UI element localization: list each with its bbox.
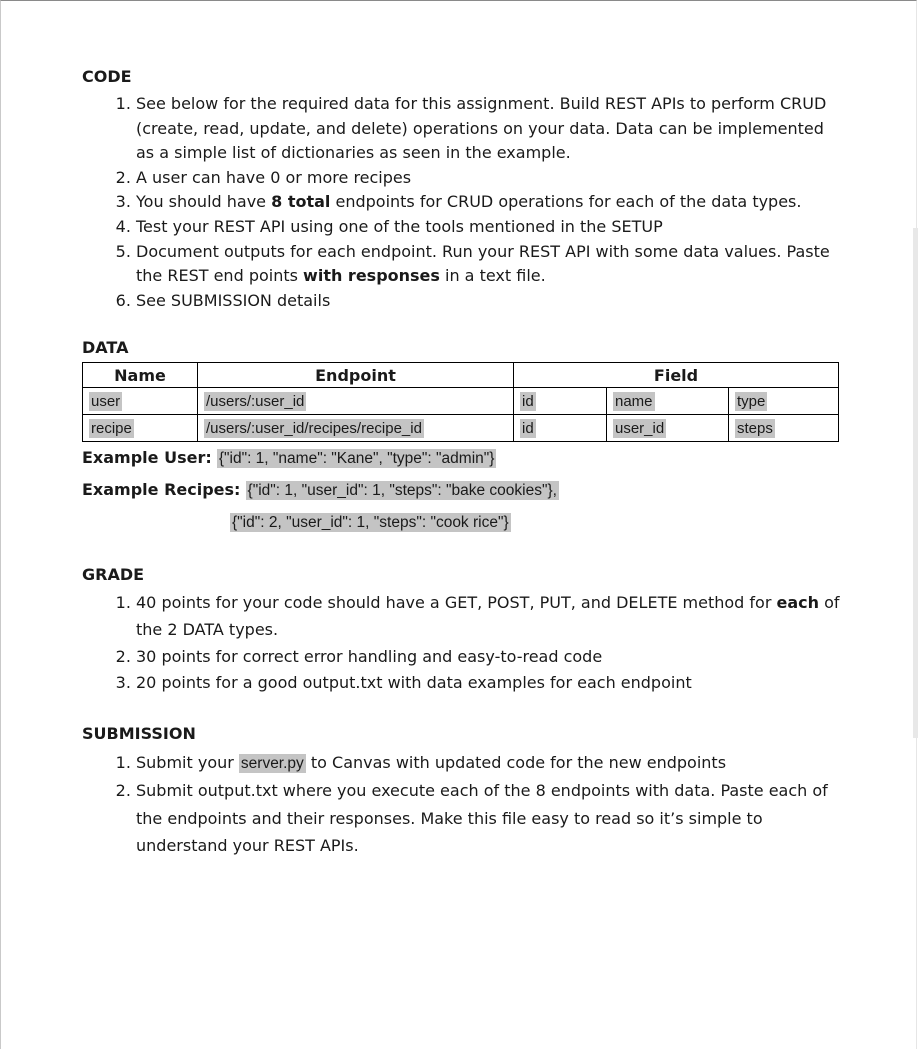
cell-field: id	[522, 419, 534, 437]
data-heading: DATA	[82, 338, 129, 358]
table-header-row	[83, 363, 839, 388]
list-item: 6. See SUBMISSION details	[136, 289, 842, 314]
column-header-field: Field	[514, 363, 839, 388]
cell-endpoint: /users/:user_id/recipes/recipe_id	[206, 419, 422, 437]
cell-field: name	[615, 392, 653, 410]
example-recipe-1: {"id": 1, "user_id": 1, "steps": "bake cookies"},	[247, 482, 557, 500]
list-item: 2. A user can have 0 or more recipes	[136, 166, 842, 191]
column-header-endpoint: Endpoint	[198, 363, 514, 388]
data-table	[82, 362, 839, 442]
list-item: 5. Document outputs for each endpoint. Run your REST API with some data values. Paste the REST end points with responses in a text file.	[136, 240, 842, 289]
document-body	[82, 66, 842, 860]
submission-heading: SUBMISSION	[82, 723, 196, 743]
example-user-value: {"id": 1, "name": "Kane", "type": "admin"}	[218, 450, 495, 468]
list-item: 1. See below for the required data for this assignment. Build REST APIs to perform CRUD (create, read, update, and delete) operations on your data. Data can be implemented as a simple list of dictionaries as seen in the example.	[136, 92, 842, 166]
cell-endpoint: /users/:user_id	[206, 392, 305, 410]
list-item: 3. 20 points for a good output.txt with data examples for each endpoint	[136, 670, 842, 697]
cell-field: type	[737, 392, 766, 410]
submission-list	[82, 749, 842, 860]
code-heading: CODE	[82, 67, 132, 86]
table-row	[83, 388, 839, 415]
example-recipes-continued	[82, 506, 842, 538]
server-file-name: server.py	[240, 754, 304, 772]
list-item: 1. Submit your server.py to Canvas with updated code for the new endpoints	[136, 749, 842, 778]
example-recipes	[82, 474, 842, 506]
list-item: 1. 40 points for your code should have a GET, POST, PUT, and DELETE method for each of the 2 DATA types.	[136, 590, 842, 643]
example-user	[82, 442, 842, 474]
code-list	[82, 92, 842, 313]
example-recipe-2: {"id": 2, "user_id": 1, "steps": "cook rice"}	[232, 514, 509, 532]
list-item: 2. Submit output.txt where you execute each of the 8 endpoints with data. Paste each of the endpoints and their responses. Make this file easy to read so it’s simple to understand your REST APIs.	[136, 777, 842, 860]
table-row	[83, 415, 839, 442]
cell-name: recipe	[91, 419, 132, 437]
list-item: 3. You should have 8 total endpoints for CRUD operations for each of the data types.	[136, 190, 842, 215]
example-user-label: Example User:	[82, 448, 212, 468]
example-recipes-label: Example Recipes:	[82, 480, 241, 500]
scroll-edge	[913, 228, 918, 738]
list-item: 2. 30 points for correct error handling and easy-to-read code	[136, 644, 842, 671]
list-item: 4. Test your REST API using one of the tools mentioned in the SETUP	[136, 215, 842, 240]
column-header-name: Name	[83, 363, 198, 388]
cell-field: user_id	[615, 419, 665, 437]
cell-field: steps	[737, 419, 773, 437]
grade-list	[82, 590, 842, 696]
cell-name: user	[91, 392, 121, 410]
grade-heading: GRADE	[82, 565, 145, 585]
cell-field: id	[522, 392, 534, 410]
